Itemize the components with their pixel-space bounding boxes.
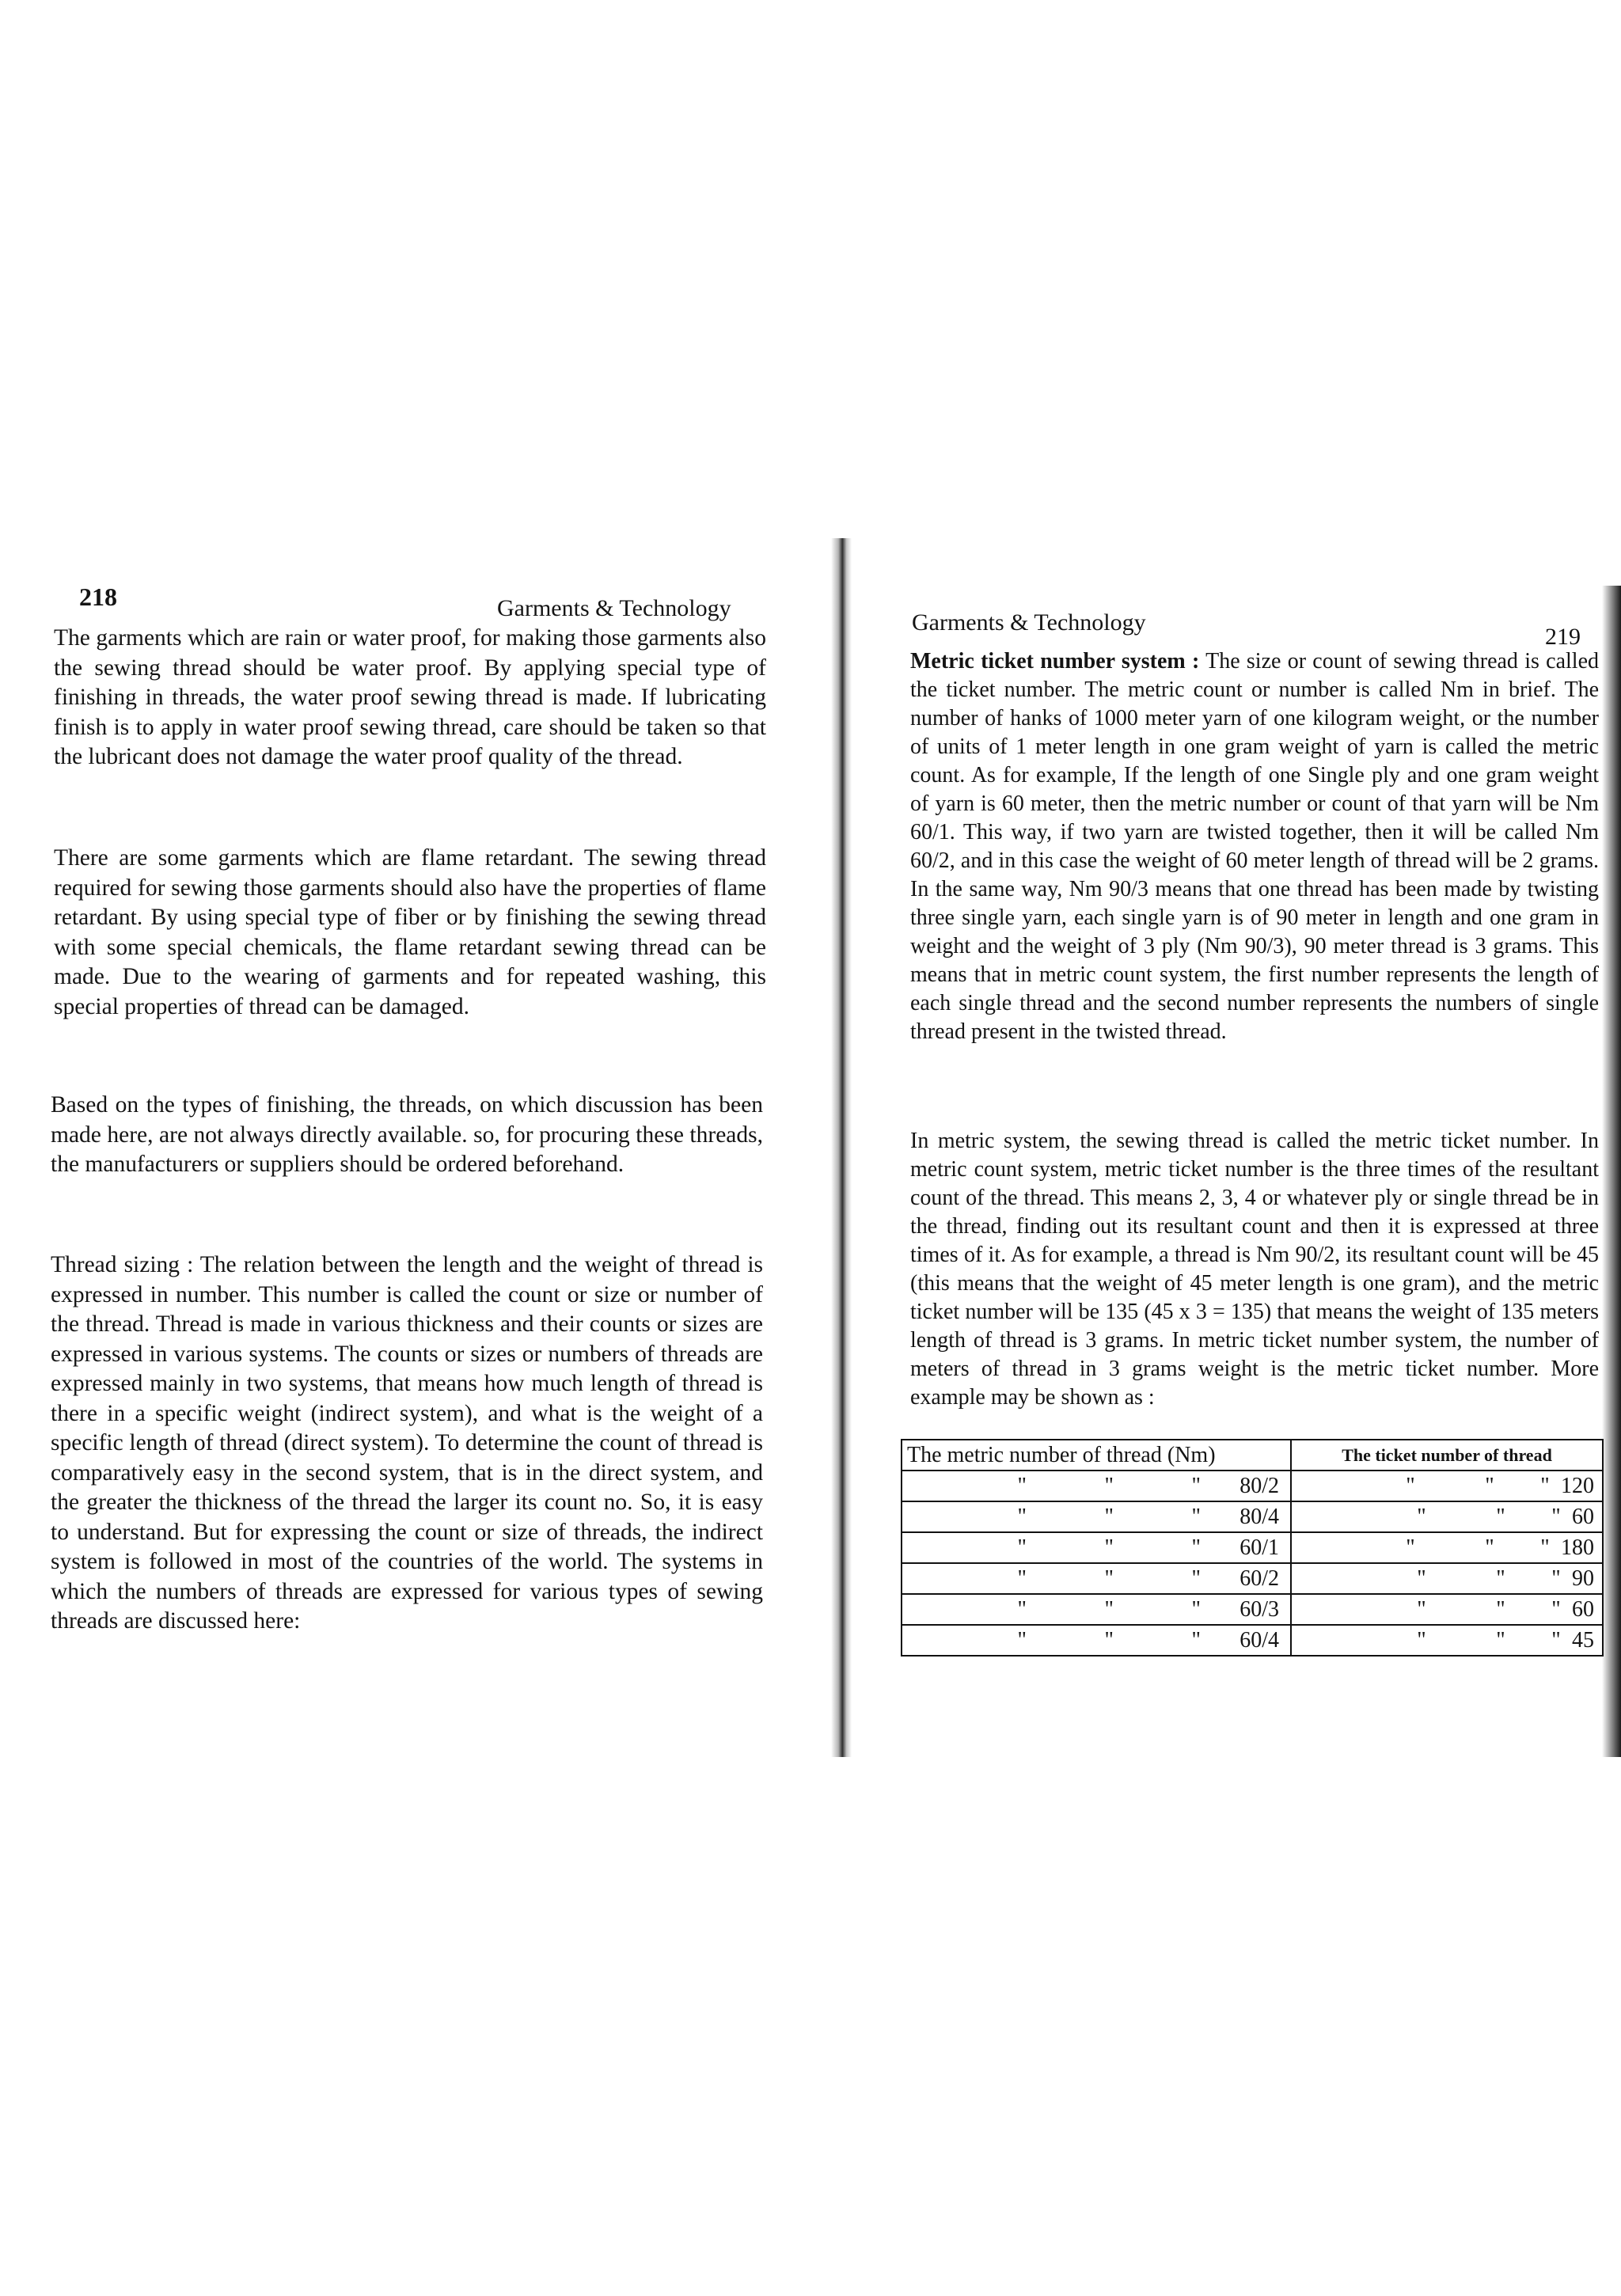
ditto-mark: " [1551,1627,1561,1653]
table-row [902,1471,1603,1501]
table-cell-nm [902,1563,1291,1594]
nm-value: 80/2 [1239,1473,1279,1498]
ticket-value: 60 [1572,1504,1594,1529]
nm-value: 60/1 [1239,1535,1279,1560]
ditto-mark: " [1017,1504,1027,1529]
page-number-left: 218 [79,583,117,611]
table-header-row [902,1440,1603,1471]
ditto-mark: " [1104,1473,1114,1498]
right-page [847,0,1621,2296]
table-row [902,1563,1603,1594]
ditto-mark: " [1191,1504,1201,1529]
ditto-mark: " [1417,1596,1426,1622]
ditto-mark: " [1485,1535,1494,1560]
ticket-value: 90 [1572,1565,1594,1591]
ditto-mark: " [1417,1504,1426,1529]
ticket-value: 120 [1561,1473,1594,1498]
ditto-mark: " [1551,1565,1561,1591]
ticket-value: 60 [1572,1596,1594,1622]
table-cell-nm [902,1625,1291,1656]
nm-value: 60/2 [1239,1565,1279,1591]
paragraph-flame-retardant: There are some garments which are flame retardant. The sewing thread required for sewing those garments should also have the properties of flame retardant. By using special type of fiber or by finishing the sewing thread with some special chemicals, the flame retardant sewing thread can be made. Due to the wearing of garments and for repeated washing, this special properties of thread can be damaged. [54,845,766,1019]
ditto-mark: " [1417,1565,1426,1591]
ditto-mark: " [1406,1473,1415,1498]
ditto-mark: " [1017,1565,1027,1591]
running-head-right: Garments & Technology [912,609,1146,636]
paragraph-thread-sizing: Thread sizing : The relation between the length and the weight of thread is expressed in number. This number is called the count or size or number of the thread. Thread is made in various thickness and their counts or sizes are expressed in various systems. The counts or sizes or numbers of threads are expressed mainly in two systems, that means how much length of thread is there in a specific weight (indirect system), and what is the weight of a specific length of thread (direct system). To determine the count of thread is comparatively easy in the second system, that is in the direct system, and the greater the thickness of the thread the larger its count no. So, it is easy to understand. But for expressing the count or size of threads, the indirect system is followed in most of the countries of the world. The systems in which the numbers of threads are expressed for various types of sewing threads are discussed here: [51,1252,763,1634]
table-cell-nm [902,1471,1291,1501]
ditto-mark: " [1104,1504,1114,1529]
table-cell-ticket [1291,1625,1603,1656]
ditto-mark: " [1104,1627,1114,1653]
ticket-value: 180 [1561,1535,1594,1560]
ditto-mark: " [1485,1473,1494,1498]
ticket-value: 45 [1572,1627,1594,1653]
ditto-mark: " [1191,1473,1201,1498]
ditto-mark: " [1104,1535,1114,1560]
table-cell-ticket [1291,1563,1603,1594]
metric-ticket-text: The size or count of sewing thread is called the ticket number. The metric count or number is called Nm in brief. The number of hanks of 1000 meter yarn of one kilogram weight, or the number of units of 1 meter length in one gram weight of yarn is called the metric count. As for example, If the length of one Single ply and one gram weight of yarn is 60 meter, then the metric number or count of that yarn will be Nm 60/1. This way, if two yarn are twisted together, then it will be called Nm 60/2, and in this case the weight of 60 meter length of thread will be 2 grams. In the same way, Nm 90/3 means that one thread has been made by twisting three single yarn, each single yarn is of 90 meter in length and one gram in weight and the weight of 3 ply (Nm 90/3), 90 meter thread is 3 grams. This means that in metric count system, the first number represents the length of each single thread and the second number represents the numbers of single thread present in the twisted thread. [910,649,1599,1044]
ditto-mark: " [1540,1473,1550,1498]
ditto-mark: " [1551,1596,1561,1622]
ditto-mark: " [1104,1565,1114,1591]
ditto-mark: " [1406,1535,1415,1560]
table-row [902,1594,1603,1625]
ditto-mark: " [1191,1535,1201,1560]
table-cell-ticket [1291,1471,1603,1501]
nm-value: 80/4 [1239,1504,1279,1529]
ditto-mark: " [1551,1504,1561,1529]
paragraph-water-proof: The garments which are rain or water proof, for making those garments also the sewing thread should be water proof. By applying special type of finishing in threads, the water proof sewing thread is made. If lubricating finish is to apply in water proof sewing thread, care should be taken so that the lubricant does not damage the water proof quality of the thread. [54,625,766,769]
ditto-mark: " [1540,1535,1550,1560]
ditto-mark: " [1496,1596,1505,1622]
table-cell-nm [902,1501,1291,1532]
table-header-ticket: The ticket number of thread [1291,1440,1603,1471]
ditto-mark: " [1104,1596,1114,1622]
ditto-mark: " [1496,1565,1505,1591]
metric-ticket-heading: Metric ticket number system : [910,649,1200,674]
ditto-mark: " [1017,1535,1027,1560]
ditto-mark: " [1191,1627,1201,1653]
running-head-left: Garments & Technology [497,595,731,621]
ticket-number-table [901,1439,1604,1657]
table-row [902,1501,1603,1532]
ditto-mark: " [1417,1627,1426,1653]
nm-value: 60/4 [1239,1627,1279,1653]
paragraph-procuring: Based on the types of finishing, the threads, on which discussion has been made here, are not always directly available. so, for procuring these threads, the manufacturers or suppliers should be ordered beforehand. [51,1092,763,1177]
ditto-mark: " [1017,1627,1027,1653]
table-header-nm: The metric number of thread (Nm) [902,1440,1291,1471]
paragraph-metric-ticket [910,647,1599,1046]
table-row [902,1625,1603,1656]
ditto-mark: " [1496,1504,1505,1529]
ditto-mark: " [1017,1596,1027,1622]
table-cell-ticket [1291,1594,1603,1625]
nm-value: 60/3 [1239,1596,1279,1622]
ditto-mark: " [1496,1627,1505,1653]
table-cell-nm [902,1594,1291,1625]
ditto-mark: " [1017,1473,1027,1498]
table-body [902,1471,1603,1656]
table-cell-nm [902,1532,1291,1563]
paragraph-ticket-number: In metric system, the sewing thread is called the metric ticket number. In metric count system, metric ticket number is the three times of the resultant count of the thread. This means 2, 3, 4 or whatever ply or single thread be in the thread, finding out its resultant count and then it is expressed at three times of it. As for example, a thread is Nm 90/2, its resultant count will be 45 (this means that the weight of 45 meter length is one gram), and the metric ticket number will be 135 (45 x 3 = 135) that means the weight of 135 meters length of thread is 3 grams. In metric ticket number system, the number of meters of thread in 3 grams weight is the metric ticket number. More example may be shown as : [910,1129,1599,1410]
table-cell-ticket [1291,1532,1603,1563]
page-number-right: 219 [1545,624,1581,650]
ditto-mark: " [1191,1596,1201,1622]
table-row [902,1532,1603,1563]
table-cell-ticket [1291,1501,1603,1532]
ditto-mark: " [1191,1565,1201,1591]
